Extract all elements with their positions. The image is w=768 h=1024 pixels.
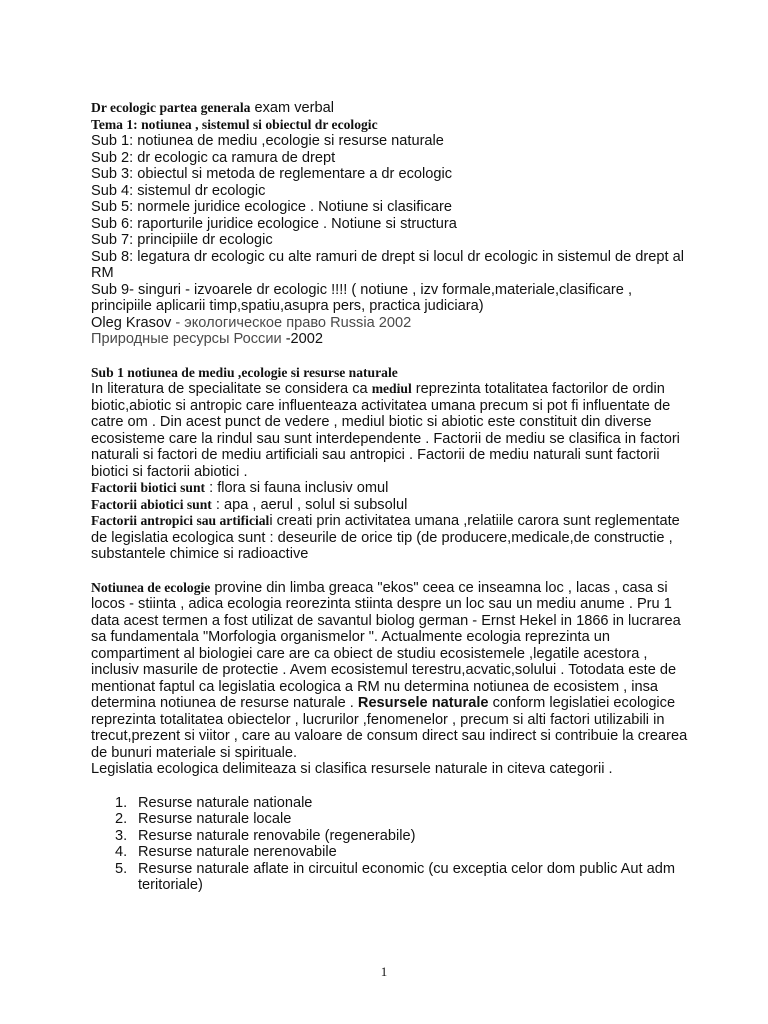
section-heading: Sub 1 notiunea de mediu ,ecologie si resurse naturale — [91, 364, 398, 380]
list-number: 5. — [115, 860, 128, 877]
resources-list — [91, 795, 691, 894]
factor-line — [91, 480, 691, 497]
title-bold: Dr ecologic partea generala — [91, 100, 251, 115]
sub-item: Sub 1: notiunea de mediu ,ecologie si resurse naturale — [91, 133, 444, 149]
sub-item: Sub 6: raporturile juridice ecologice . Notiune si structura — [91, 215, 457, 232]
list-text: Resurse naturale nationale — [138, 794, 313, 811]
factor-line — [91, 513, 691, 563]
sub-item: Sub 4: sistemul dr ecologic — [91, 182, 266, 199]
list-text: Resurse naturale locale — [138, 811, 292, 827]
page-number: 1 — [380, 964, 388, 979]
list-item — [91, 844, 691, 861]
factor-line — [91, 497, 691, 514]
list-text: Resurse naturale renovabile (regenerabile) — [138, 827, 416, 844]
list-text: Resurse naturale nerenovabile — [138, 844, 337, 860]
tema-heading: Tema 1: notiunea , sistemul si obiectul dr ecologic — [91, 116, 378, 132]
ref-title: - экологическое право Russia 2002 — [171, 314, 412, 331]
paragraph-classify: Legislatia ecologica delimiteaza si clasifica resursele naturale in citeva categorii . — [91, 761, 613, 777]
reference-line — [91, 315, 691, 332]
list-item — [91, 861, 691, 894]
paragraph-ecologie — [91, 580, 691, 762]
ref-author: Oleg Krasov — [91, 314, 172, 331]
sub-item: Sub 5: normele juridice ecologice . Notiune si clasificare — [91, 199, 452, 215]
list-text: Resurse naturale aflate in circuitul economic (cu exceptia celor dom public Aut adm teritoriale) — [138, 860, 675, 893]
reference-line — [91, 331, 691, 348]
term-resurse: Resursele naturale — [357, 695, 489, 711]
term-abiotici: Factorii abiotici sunt — [91, 496, 212, 512]
term-antropici: Factorii antropici sau artificial — [91, 513, 270, 528]
term-ecologie: Notiunea de ecologie — [91, 579, 211, 595]
list-item — [91, 795, 691, 812]
list-item — [91, 828, 691, 845]
factor-text: i creati prin activitatea umana ,relatiile carora sunt reglementate de legislatia ecologica sunt : deseurile de orice tip (de producere,medicale,de constructie , substantele chimice si radioactive — [91, 513, 680, 562]
page-content — [91, 100, 691, 894]
list-number: 2. — [115, 811, 128, 827]
sub-item: Sub 2: dr ecologic ca ramura de drept — [91, 149, 336, 166]
ref-year: -2002 — [281, 331, 324, 347]
sub-item: Sub 9- singuri - izvoarele dr ecologic !!!! ( notiune , izv formale,materiale,clasificare , principiile aplicarii timp,spatiu,asupra pers, practica judiciara) — [91, 281, 633, 314]
sub-item: Sub 7: principiile dr ecologic — [91, 232, 273, 248]
sub-item: Sub 3: obiectul si metoda de reglementare a dr ecologic — [91, 166, 453, 182]
paragraph-text: reprezinta totalitatea factorilor de ordin biotic,abiotic si antropic care influenteaza activitatea umana precum si pot fi influentate de catre om . Din acest punct de vedere , mediul biotic si abiotic este constituit din diverse ecosisteme care la rindul sau sunt interdependente . Factorii de mediu se clasifica in factori naturali si factori de mediu artificiali sau antropici . Factorii de mediu naturali sunt factorii biotici si factorii abiotici . — [91, 381, 680, 480]
term-mediul: mediul — [371, 381, 412, 396]
paragraph-mediu — [91, 381, 691, 480]
factor-text: : flora si fauna inclusiv omul — [205, 480, 389, 496]
term-biotici: Factorii biotici sunt — [91, 480, 206, 495]
title-rest: exam verbal — [250, 100, 334, 116]
factor-text: : apa , aerul , solul si subsolul — [211, 496, 408, 513]
paragraph-text: In literatura de specialitate se considera ca — [91, 381, 372, 397]
list-number: 3. — [115, 827, 128, 844]
list-number: 1. — [115, 794, 128, 811]
list-item — [91, 811, 691, 828]
ref-title: Природные ресурсы России — [91, 331, 282, 347]
paragraph-text: conform legislatiei ecologice reprezinta totalitatea obiectelor , lucrurilor ,fenomenelor , precum si alti factori utilizabili in trecut,prezent si viitor , care au valoare de consum direct sau indirect si contribuie la crearea de bunuri materiale si spirituale. — [91, 695, 688, 761]
sub-item: Sub 8: legatura dr ecologic cu alte ramuri de drept si locul dr ecologic in sistemul de drept al RM — [91, 248, 684, 281]
document-title — [91, 100, 691, 117]
paragraph-text: provine din limba greaca "ekos" ceea ce inseamna loc , lacas , casa si locos - stiinta , adica ecologia reorezinta stiinta despre un loc sau un mediu anume . Pru 1 data acest termen a fost utilizat de savantul biolog german - Ernst Hekel in 1866 in lucrarea sa fundamentala "Morfologia organismelor ". Actualmente ecologia reprezinta un compartiment al biologiei care are ca obiect de studiu ecosistemele ,legatile acestora , inclusiv masurile de protectie . Avem ecosistemul terestru,acvatic,solului . Totodata este de mentionat faptul ca legislatia ecologica a RM nu determina notiunea de ecosistem , insa determina notiunea de resurse naturale . — [91, 579, 681, 711]
list-number: 4. — [115, 844, 128, 860]
